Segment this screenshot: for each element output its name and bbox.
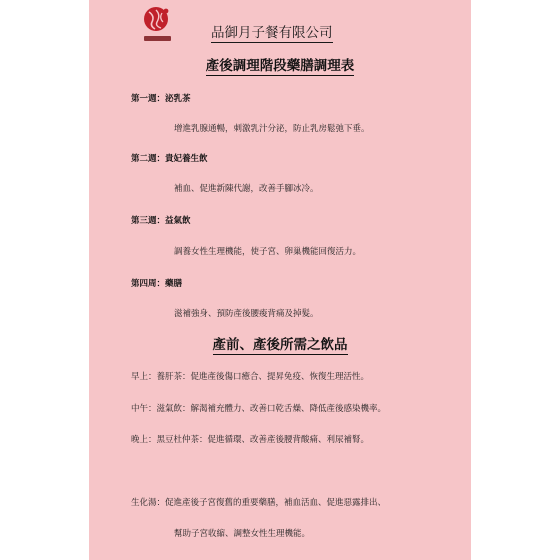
week-3-heading: 第三週：益氣飲 [131,216,191,226]
drink-noon: 中午：滋氣飲：解渴補充體力、改善口乾舌燥、降低產後感染機率。 [131,404,387,414]
page-title: 產後調理階段藥膳調理表 [205,58,355,74]
document-page [89,0,471,560]
week-4-heading: 第四周：藥膳 [131,279,183,289]
week-1-description: 增進乳腺通暢，刺激乳汁分泌，防止乳房鬆弛下垂。 [174,124,370,134]
huasheng-line-1: 生化湯：促進產後子宮復舊的重要藥膳，補血活血、促進惡露排出、 [131,498,387,508]
drink-evening: 晚上：黑豆杜仲茶：促進循環、改善產後腰背酸痛、利尿補腎。 [131,435,370,445]
week-3-description: 調養女性生理機能，使子宮、卵巢機能回復活力。 [174,247,362,257]
week-2-heading: 第二週：貴妃養生飲 [131,154,208,164]
huasheng-line-2: 幫助子宮收縮、調整女性生理機能。 [174,529,311,539]
drink-morning: 早上：養肝茶：促進產後傷口癒合、提昇免疫、恢復生理活性。 [131,372,370,382]
week-2-description: 補血、促進新陳代謝，改善手腳冰冷。 [174,184,319,194]
week-1-heading: 第一週：泌乳茶 [131,94,191,104]
company-logo [141,3,175,45]
company-name: 品御月子餐有限公司 [211,25,333,41]
section-title-drinks: 產前、產後所需之飲品 [212,337,348,353]
week-4-description: 滋補強身、預防產後腰痠背痛及掉髮。 [174,309,319,319]
